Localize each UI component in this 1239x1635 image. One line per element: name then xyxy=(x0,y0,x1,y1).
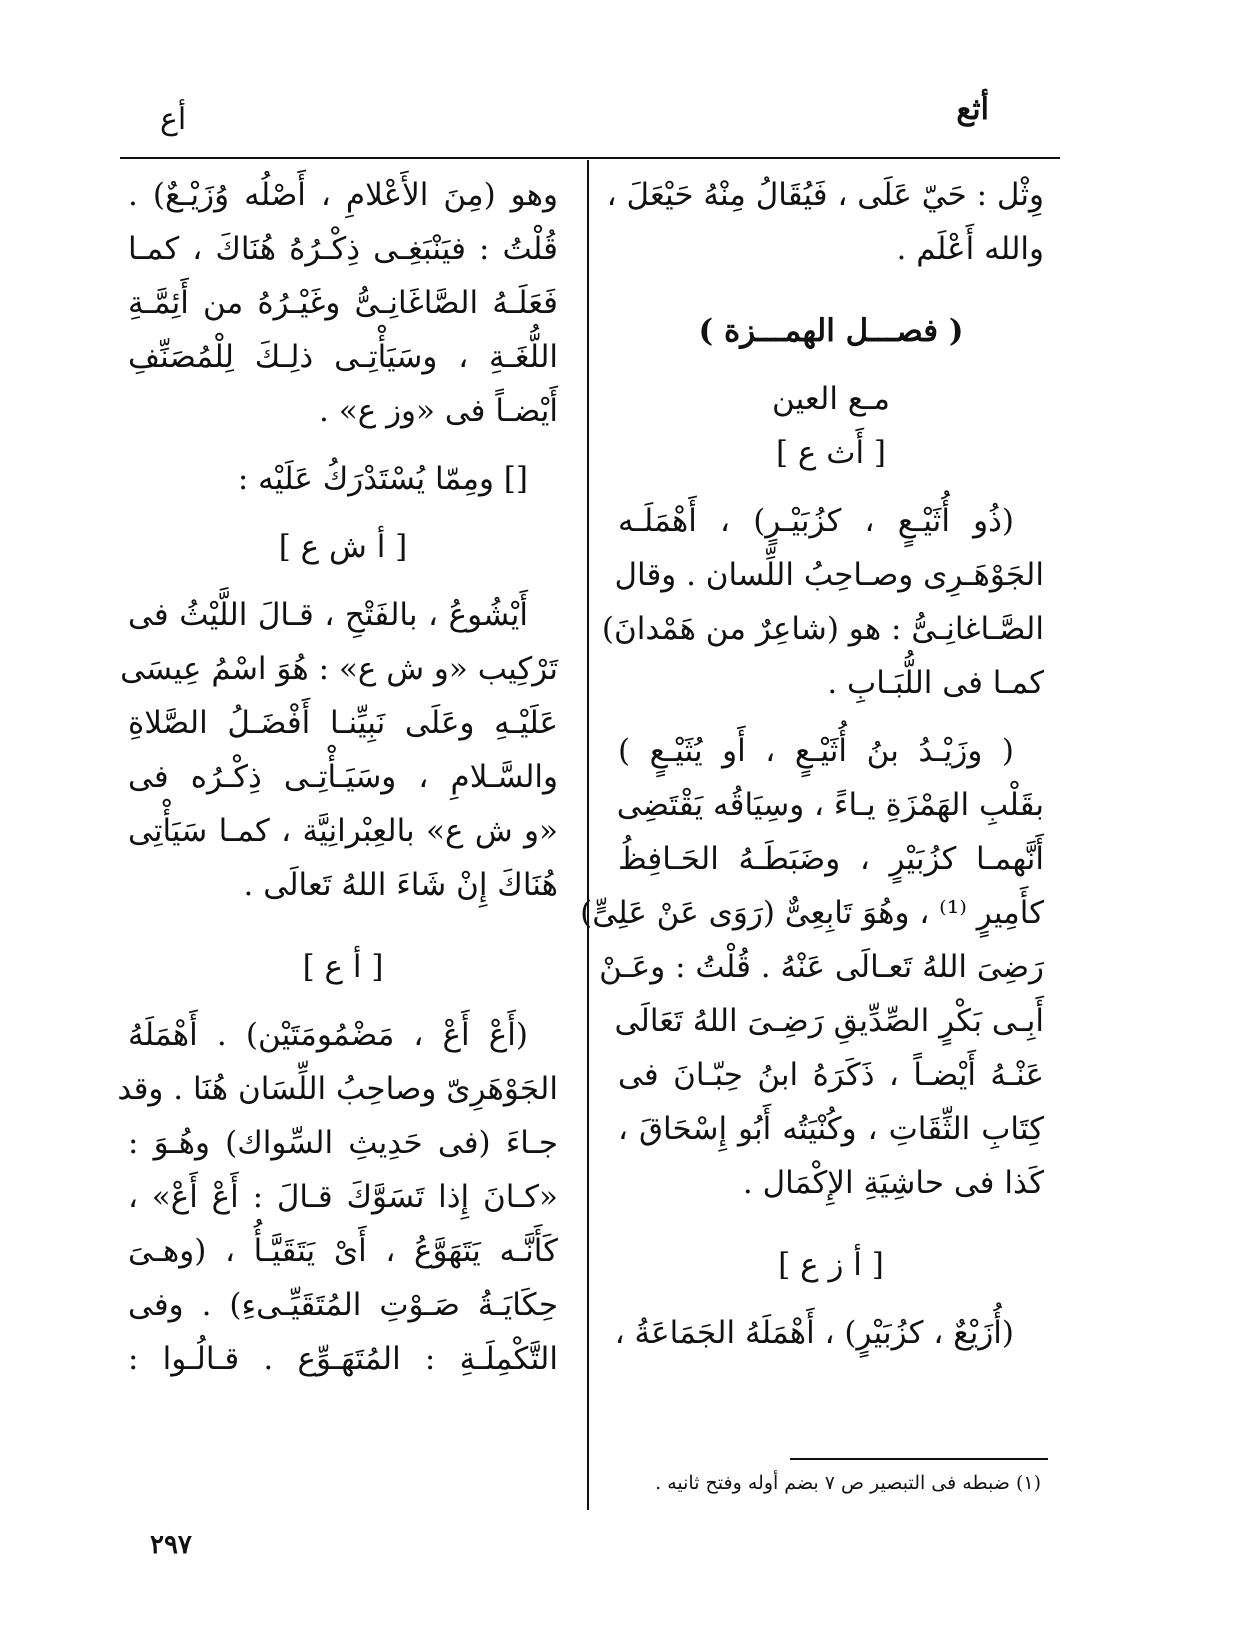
entry-heading: [ أ ع ] xyxy=(302,949,384,985)
text-line: كَذا فى حاشِيَةِ الإِكْمَال . xyxy=(742,1165,1044,1201)
text-line: أَيْشُوعُ ، بالفَتْحِ ، قـالَ اللَّيْثُ فى xyxy=(128,597,528,633)
text-line: عَلَيْـهِ وعَلَى نَبِيِّنـا أَفْضَـلُ الصَّلاةِ xyxy=(128,705,558,741)
text-line: وهو (مِنَ الأَعْلامِ ، أَصْلُه وُزَيْـعٌ) . xyxy=(128,177,558,213)
running-head-left: أع xyxy=(160,102,187,137)
text-line: (أَعْ أَعْ ، مَضْمُومَتَيْن) . أَهْمَلَهُ xyxy=(128,1017,528,1053)
footnote: (١) ضبطه فى التبصير ص ٧ بضم أوله وفتح ثانيه . xyxy=(655,1472,1041,1494)
text-line: حِكَايَـةُ صَـوْتِ المُتَقَيِّـىءِ) . وفى xyxy=(128,1287,558,1323)
text-line: وِثْل : حَيّ عَلَى ، فَيُقَالُ مِنْهُ حَيْعَلَ ، xyxy=(606,177,1044,213)
text-line: قُلْتُ : فيَنْبَغِـى ذِكْـرُهُ هُنَاكَ ، كمـا xyxy=(128,231,558,267)
text-line: كِتَابِ الثِّقَاتِ ، وكُنْيَتُه أَبُو إِسْحَاقَ ، xyxy=(618,1111,1044,1147)
left-column xyxy=(117,168,558,1386)
section-subheading: مـع العين xyxy=(771,381,890,417)
text-line: أَنَّهمـا كزُبَيْرٍ ، وضَبَطَـهُ الحَـافِظُ xyxy=(618,841,1044,877)
text-line: (ذُو أُثَيْـعٍ ، كزُبَيْـرٍ) ، أَهْمَلَـه xyxy=(618,503,1014,539)
section-heading: ( فصـــل الهمـــزة ) xyxy=(698,313,964,349)
text-line: الصَّـاغانِـىُّ : هو (شاعِرٌ من هَمْدانَ) xyxy=(601,611,1044,647)
entry-heading: [ أَث ع ] xyxy=(775,435,887,471)
text-line: الجَوْهَرِىّ وصاحِبُ اللِّسَان هُنَا . وقد xyxy=(117,1071,558,1107)
text-line: والسَّـلامِ ، وسَيَـأْتِـى ذِكْـرُه فى xyxy=(128,759,558,795)
text-line: كأَمِيرٍ ⁽¹⁾ ، وهُوَ تَابِعِىٌّ (رَوَى عَنْ عَلِىٍّ) xyxy=(580,895,1044,931)
text-line: عَنْـهُ أَيْضـاً ، ذَكَرَهُ ابنُ حِبّـانَ فى xyxy=(618,1057,1044,1093)
footnote-rule xyxy=(790,1458,1048,1460)
text-line: جـاءَ (فى حَدِيثِ السِّواك) وهُـوَ : xyxy=(128,1125,558,1161)
text-line: أَيْضـاً فى «وز ع» . xyxy=(319,393,558,429)
text-line: «كـانَ إِذا تَسَوَّكَ قـالَ : أَعْ أَعْ» ، xyxy=(128,1179,558,1215)
text-line: ( وزَيْـدُ بنُ أُثَيْـعٍ ، أَو يُثَيْـعٍ ) xyxy=(618,733,1014,769)
right-column xyxy=(580,168,1044,1360)
text-line: هُنَاكَ إِنْ شَاءَ اللهُ تَعالَى . xyxy=(243,867,558,903)
header-rule xyxy=(120,157,1060,159)
text-line: الجَوْهَـرِى وصـاحِبُ اللِّسان . وقال xyxy=(614,557,1044,593)
text-line: والله أَعْلَم . xyxy=(896,231,1044,267)
text-line: كمـا فى اللُّبَـابِ . xyxy=(827,665,1044,701)
running-head-right: أثع xyxy=(956,92,989,127)
entry-heading: [ أ ز ع ] xyxy=(778,1247,884,1283)
entry-heading: [ أ ش ع ] xyxy=(278,529,408,565)
text-line: بقَلْبِ الهَمْزَةِ يـاءً ، وسِيَاقُه يَقْتَضِى xyxy=(616,787,1044,823)
text-line: أَبِـى بَكْرٍ الصِّدِّيقِ رَضِـىَ اللهُ تَعَالَى xyxy=(614,1003,1044,1039)
text-line: كَأَنَّـه يَتَهَوَّعُ ، أَىْ يَتَقَيَّـأُ ، (وهـىَ xyxy=(128,1233,558,1269)
page-number: ٢٩٧ xyxy=(150,1530,192,1560)
text-line: تَرْكِيب «و ش ع» : هُوَ اسْمُ عِيسَى xyxy=(120,651,558,687)
column-divider xyxy=(587,160,589,1510)
text-line: التَّكْمِلَـةِ : المُتَهَـوِّع . قـالُـوا : xyxy=(128,1341,558,1377)
text-line: «و ش ع» بالعِبْرانِيَّة ، كمـا سَيَأْتِى xyxy=(128,813,558,849)
text-line: رَضِىَ اللهُ تَعـالَى عَنْهُ . قُلْتُ : وعَـنْ xyxy=(599,949,1044,985)
text-line: (أُزَيْعٌ ، كزُبَيْرٍ) ، أَهْمَلَهُ الجَمَاعَةُ ، xyxy=(614,1315,1014,1351)
mustadrak-line: [] ومِمّا يُسْتَدْرَكُ عَلَيْه : xyxy=(237,461,528,497)
text-line: فَعَلَـهُ الصَّاغَانِـىُّ وغَيْـرُهُ من أَئِمَّـةِ xyxy=(128,285,558,321)
text-line: اللُّغَـةِ ، وسَيَأْتِـى ذلِـكَ لِلْمُصَنِّفِ xyxy=(128,339,558,375)
